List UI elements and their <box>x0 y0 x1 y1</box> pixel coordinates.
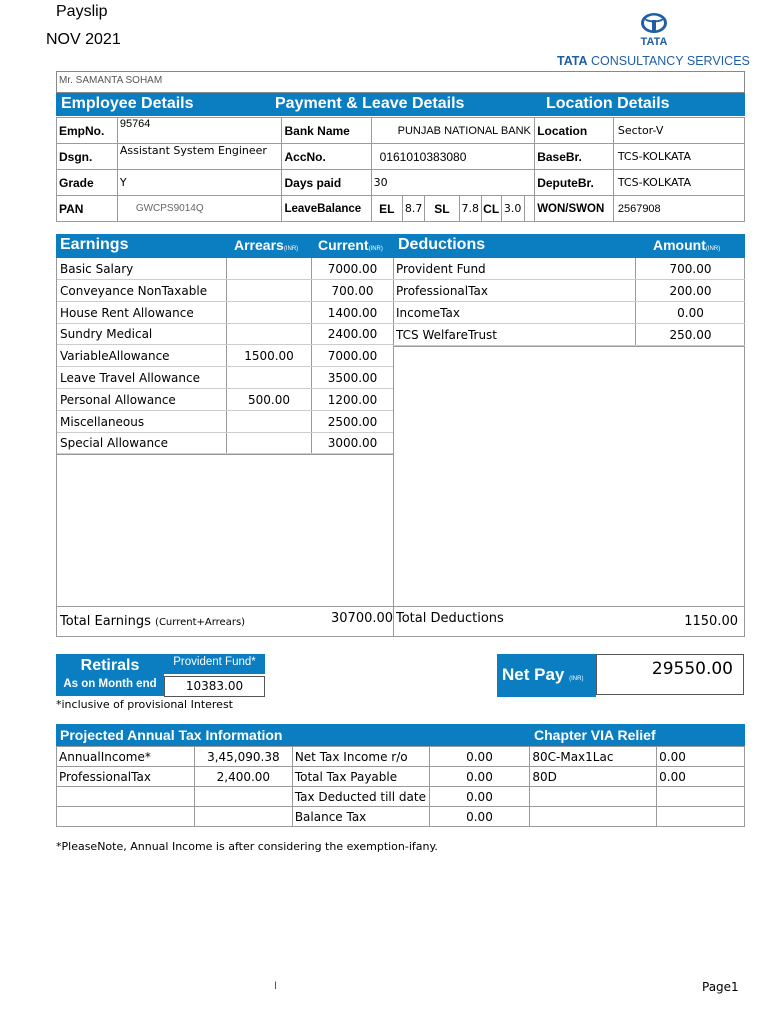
deduction-amount: 200.00 <box>669 284 712 298</box>
bank-value: PUNJAB NATIONAL BANK <box>371 118 535 144</box>
pan-value: GWCPS9014Q <box>117 196 282 222</box>
tax-cell-l2: Balance Tax <box>292 807 429 827</box>
bank-label: Bank Name <box>282 118 371 144</box>
tax-cell-l1 <box>57 787 195 807</box>
details-header-bar <box>56 93 745 116</box>
tax-cell-l2: Tax Deducted till date <box>292 787 429 807</box>
earnings-name: Miscellaneous <box>60 414 145 429</box>
tata-logo <box>634 12 674 50</box>
tax-cell-v1: 3,45,090.38 <box>194 747 292 767</box>
acc-value: 0161010383080 <box>371 144 535 170</box>
tax-cell-v3: 0.00 <box>657 747 745 767</box>
spacer-cell <box>524 196 534 222</box>
relief-header: Chapter VIA Relief <box>534 727 656 743</box>
tax-table <box>56 746 745 827</box>
retirals-title: Retirals <box>80 657 140 674</box>
earnings-current: 700.00 <box>331 283 374 298</box>
tax-cell-l1 <box>57 807 195 827</box>
tax-footnote: *PleaseNote, Annual Income is after considering the exemption-ifany. <box>56 840 438 853</box>
deduction-row <box>393 258 745 280</box>
earnings-row <box>57 323 393 345</box>
deduction-row <box>393 302 745 324</box>
earnings-arrears: 1500.00 <box>244 349 294 364</box>
earnings-name: Personal Allowance <box>60 392 176 407</box>
base-value: TCS-KOLKATA <box>613 144 744 170</box>
earnings-current: 1200.00 <box>327 392 378 407</box>
earnings-arrears: 500.00 <box>248 392 290 407</box>
won-value: 2567908 <box>613 196 744 222</box>
cl-label: CL <box>481 196 501 222</box>
earnings-current: 3500.00 <box>327 371 378 385</box>
tax-cell-v2: 0.00 <box>429 747 530 767</box>
arrears-header-unit: (INR) <box>283 246 299 252</box>
tax-row <box>57 807 745 827</box>
depute-value: TCS-KOLKATA <box>613 170 744 196</box>
employee-name: Mr. SAMANTA SOHAM <box>59 75 163 86</box>
earnings-row <box>57 280 393 302</box>
earnings-row <box>57 432 393 454</box>
deduction-name: IncomeTax <box>396 306 460 320</box>
earnings-name: Leave Travel Allowance <box>60 371 200 385</box>
grade-value: Y <box>117 170 282 196</box>
tax-cell-l2: Total Tax Payable <box>292 767 429 787</box>
total-earnings-text: Total Earnings <box>60 614 151 629</box>
cl-value: 3.0 <box>501 196 524 222</box>
page-glyph: Ι <box>274 980 278 992</box>
company-name <box>557 54 750 68</box>
empno-value: 95764 <box>117 118 282 144</box>
page-number: Page1 <box>702 980 739 994</box>
leave-balance-label: LeaveBalance <box>282 196 371 222</box>
tata-logo-icon <box>640 12 668 34</box>
tax-rows <box>57 747 745 827</box>
earnings-body <box>56 258 745 637</box>
tax-cell-l3 <box>530 787 657 807</box>
net-pay-unit: (INR) <box>569 676 584 682</box>
deduction-amount: 250.00 <box>669 328 712 342</box>
sl-value: 7.8 <box>459 196 481 222</box>
employee-name-row <box>56 71 745 93</box>
details-table <box>56 117 745 222</box>
earnings-row <box>57 367 393 389</box>
tax-cell-v3 <box>657 787 745 807</box>
details-row <box>57 170 745 196</box>
deduction-row <box>393 324 745 346</box>
tax-header-bar <box>56 724 745 746</box>
deduction-name: Provident Fund <box>396 262 486 276</box>
earnings-header-bar <box>56 234 745 258</box>
base-label: BaseBr. <box>535 144 614 170</box>
arrears-header <box>234 237 298 253</box>
retirals-note: *inclusive of provisional Interest <box>56 698 233 711</box>
retirals-box <box>56 654 164 696</box>
deduction-name: TCS WelfareTrust <box>396 328 498 342</box>
amount-header <box>653 237 720 253</box>
payment-details-header: Payment & Leave Details <box>275 95 465 112</box>
totals-top-line <box>57 606 745 607</box>
amount-header-label: Amount <box>653 237 706 253</box>
earnings-name: Conveyance NonTaxable <box>60 283 208 298</box>
current-header-unit: (INR) <box>368 246 383 252</box>
total-deductions-value: 1150.00 <box>684 614 738 629</box>
earnings-row <box>57 258 393 280</box>
deduction-amount: 0.00 <box>677 306 704 320</box>
location-value: Sector-V <box>613 118 744 144</box>
total-earnings-note: (Current+Arrears) <box>155 617 246 628</box>
tax-cell-l1: AnnualIncome* <box>57 747 195 767</box>
pf-value: 10383.00 <box>164 676 265 697</box>
net-pay-label <box>502 665 583 685</box>
sl-label: SL <box>425 196 460 222</box>
earnings-current: 1400.00 <box>327 305 378 320</box>
retirals-subtitle: As on Month end <box>63 678 157 690</box>
tax-cell-v1 <box>194 787 292 807</box>
tax-cell-v1: 2,400.00 <box>194 767 292 787</box>
dsgn-value: Assistant System Engineer <box>117 144 282 170</box>
won-label: WON/SWON <box>535 196 614 222</box>
depute-label: DeputeBr. <box>535 170 614 196</box>
tax-cell-l1: ProfessionalTax <box>57 767 195 787</box>
el-value: 8.7 <box>403 196 425 222</box>
tax-cell-l2: Net Tax Income r/o <box>292 747 429 767</box>
pf-label: Provident Fund* <box>164 654 265 674</box>
location-label: Location <box>535 118 614 144</box>
net-pay-label-text: Net Pay <box>502 665 565 684</box>
arrears-header-label: Arrears <box>234 237 284 253</box>
details-row <box>57 196 745 222</box>
tax-cell-v2: 0.00 <box>429 787 530 807</box>
net-pay-label-box <box>497 654 596 697</box>
earnings-name: Special Allowance <box>60 436 169 451</box>
employee-details-header: Employee Details <box>61 95 194 112</box>
dsgn-label: Dsgn. <box>57 144 118 170</box>
earnings-row <box>57 411 393 433</box>
tax-cell-l3: 80D <box>530 767 657 787</box>
earnings-current: 7000.00 <box>327 262 378 276</box>
days-value: 30 <box>371 170 535 196</box>
earnings-current: 2400.00 <box>327 327 378 342</box>
earnings-name: VariableAllowance <box>60 349 170 364</box>
deduction-name: ProfessionalTax <box>396 284 488 298</box>
current-header-label: Current <box>318 237 369 253</box>
empno-label: EmpNo. <box>57 118 118 144</box>
doc-title: Payslip <box>56 3 108 20</box>
total-earnings-label <box>60 614 245 629</box>
deductions-header: Deductions <box>398 236 486 253</box>
earnings-current: 2500.00 <box>327 414 378 429</box>
tax-cell-v3: 0.00 <box>657 767 745 787</box>
total-earnings-value: 30700.00 <box>331 611 394 626</box>
tax-cell-v1 <box>194 807 292 827</box>
total-deductions-label: Total Deductions <box>396 611 504 626</box>
company-name-rest: CONSULTANCY SERVICES <box>591 54 750 68</box>
current-header <box>318 237 383 253</box>
tax-cell-v2: 0.00 <box>429 767 530 787</box>
details-row <box>57 144 745 170</box>
tata-logo-word: TATA <box>640 36 668 48</box>
amount-header-unit: (INR) <box>705 246 721 252</box>
tax-row <box>57 787 745 807</box>
earnings-name: Basic Salary <box>60 262 134 276</box>
tax-cell-l3 <box>530 807 657 827</box>
earnings-current: 7000.00 <box>327 349 378 364</box>
earnings-header: Earnings <box>60 236 129 253</box>
tax-cell-v3 <box>657 807 745 827</box>
days-label: Days paid <box>282 170 371 196</box>
deduction-row <box>393 280 745 302</box>
earnings-row <box>57 389 393 411</box>
company-name-bold: TATA <box>557 54 588 68</box>
earnings-name: Sundry Medical <box>60 327 153 342</box>
tax-row <box>57 747 745 767</box>
tax-row <box>57 767 745 787</box>
pay-period: NOV 2021 <box>46 31 121 48</box>
grade-label: Grade <box>57 170 118 196</box>
deduction-amount: 700.00 <box>669 262 712 276</box>
net-pay-value: 29550.00 <box>596 654 744 695</box>
deductions-bottom-line <box>393 346 745 347</box>
earnings-row <box>57 345 393 367</box>
tax-header: Projected Annual Tax Information <box>60 727 283 743</box>
tax-cell-v2: 0.00 <box>429 807 530 827</box>
tax-cell-l3: 80C-Max1Lac <box>530 747 657 767</box>
earnings-current: 3000.00 <box>327 436 378 451</box>
earnings-row <box>57 302 393 324</box>
pan-label: PAN <box>57 196 118 222</box>
details-row <box>57 118 745 144</box>
el-label: EL <box>371 196 402 222</box>
earnings-name: House Rent Allowance <box>60 305 194 320</box>
location-details-header: Location Details <box>546 95 670 112</box>
acc-label: AccNo. <box>282 144 371 170</box>
